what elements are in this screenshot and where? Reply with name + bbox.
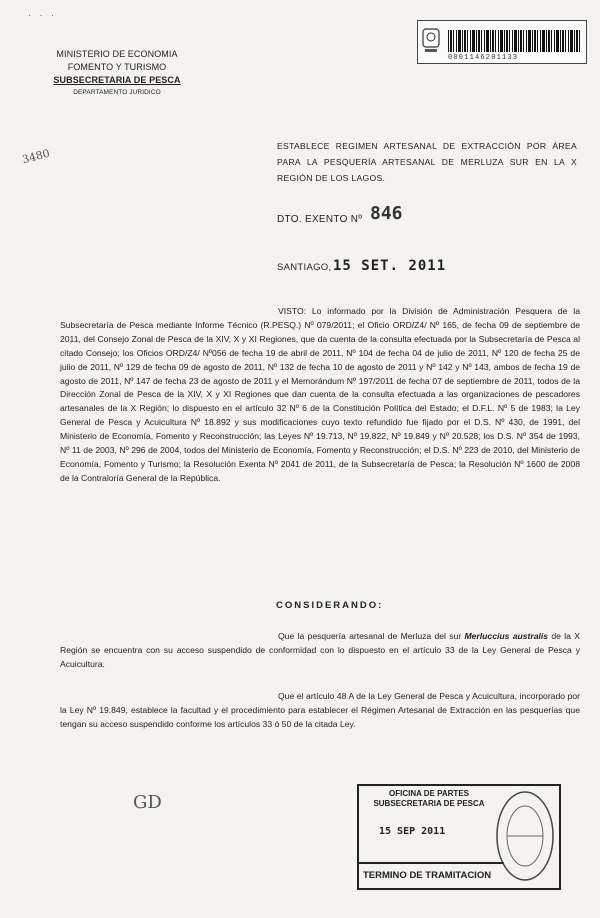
corner-marks: · · · xyxy=(28,10,57,20)
decree-subject: ESTABLECE REGIMEN ARTESANAL DE EXTRACCIÓN POR ÁREA PARA LA PESQUERÍA ARTESANAL DE MERLUZA SUR EN LA X REGIÓN DE LOS LAGOS. xyxy=(277,141,577,183)
government-seal-icon xyxy=(421,27,441,55)
barcode-label xyxy=(417,20,587,64)
p1-text-before: Que la pesquería artesanal de Merluza del sur xyxy=(278,631,465,641)
considerando-heading: CONSIDERANDO: xyxy=(276,600,384,611)
ministry-header xyxy=(52,48,182,98)
handwritten-initials: GD xyxy=(133,792,162,813)
decree-date: 15 SET. 2011 xyxy=(333,258,447,274)
stamp-footer: TERMINO DE TRAMITACION xyxy=(359,862,504,886)
barcode-number: 0001146201133 xyxy=(448,54,519,62)
handwritten-margin-note: 3480 xyxy=(20,146,52,167)
ministry-line-2: FOMENTO Y TURISMO xyxy=(67,62,167,72)
stamp-office: OFICINA DE PARTES xyxy=(388,789,469,798)
ministry-line-1: MINISTERIO DE ECONOMIA xyxy=(56,49,178,59)
stamp-department: SUBSECRETARIA DE PESCA xyxy=(373,799,485,808)
official-seal-icon xyxy=(491,786,555,886)
ministry-line-3: SUBSECRETARIA DE PESCA xyxy=(53,75,181,85)
p1-text-after: de la X Región se encuentra con su acceso suspendido de conformidad con lo dispuesto en el artículo 33 de la Ley General de Pesca y Acuicultura. xyxy=(60,631,580,669)
species-name: Merluccius australis xyxy=(464,631,549,641)
barcode-bars xyxy=(448,30,580,52)
ministry-line-4: DEPARTAMENTO JURIDICO xyxy=(73,89,161,96)
decree-label: DTO. EXENTO Nº xyxy=(277,214,363,225)
visto-paragraph: VISTO: Lo informado por la División de Administración Pesquera de la Subsecretaría de Pesca mediante Informe Técnico (R.PESQ.) Nº 079/2011; el Oficio ORD/Z4/ Nº 165, de fecha 09 de septiembre de 2011, del Consejo Zonal de Pesca de la XIV, X y XI Regiones, que da cuenta de la consulta efectuada por la Subsecretaría de Pesca al citado Consejo; los Oficios ORD/Z4/ Nº056 de fecha 19 de abril de 2011, Nº 104 de fecha 04 de julio de 2011, Nº 120 de fecha 25 de julio de 2011, Nº 129 de fecha 09 de agosto de 2011, Nº 132 de fecha 10 de agosto de 2011 y Nº 142 y Nº 143, ambos de fecha 19 de agosto de 2011, Nº 147 de fecha 23 de agosto de 2011 y el Memorándum Nº 197/2011 de fecha 07 de septiembre de 2011, todos de la Dirección Zonal de Pesca de la XIV, X y XI Regiones que dan cuenta de la consulta efectuada a las organizaciones de pescadores artesanales de la X Región; lo dispuesto en el artículo 32 Nº 6 de la Constitución Política del Estado; el D.F.L. Nº 5 de 1983; la Ley General de Pesca y Acuicultura Nº 18.892 y sus modificaciones cuyo texto refundido fue fijado por el D.S. Nº 430, de 1991, del Ministerio de Economía, Fomento y Reconstrucción; las Leyes Nº 19.713, Nº 19.822, Nº 19.849 y Nº 20.528; los D.S. Nº 354 de 1993, Nº 11 de 2003, Nº 296 de 2004, todos del Ministerio de Economía, Fomento y Reconstrucción; el D.S. Nº 223 de 2010, del Ministerio de Economía, Fomento y Turismo; la Resolución Exenta Nº 2041 de 2011, de la Subsecretaría de Pesca; la Resolución Nº 1600 de 2008 de la Contraloría General de la República. xyxy=(60,306,580,483)
considerando-paragraph-2: Que el artículo 48 A de la Ley General de Pesca y Acuicultura, incorporado por la Ley Nº 19.849, establece la facultad y el procedimiento para establecer el Régimen Artesanal de Extracción en las pesquerías que tengan su acceso suspendido conforme los artículos 33 ó 50 de la citada Ley. xyxy=(60,691,580,729)
place-label: SANTIAGO, xyxy=(277,262,332,273)
office-stamp xyxy=(357,784,561,890)
stamp-date: 15 SEP 2011 xyxy=(379,826,446,837)
considerando-paragraph-1 xyxy=(60,630,580,672)
decree-number: 846 xyxy=(370,203,403,224)
